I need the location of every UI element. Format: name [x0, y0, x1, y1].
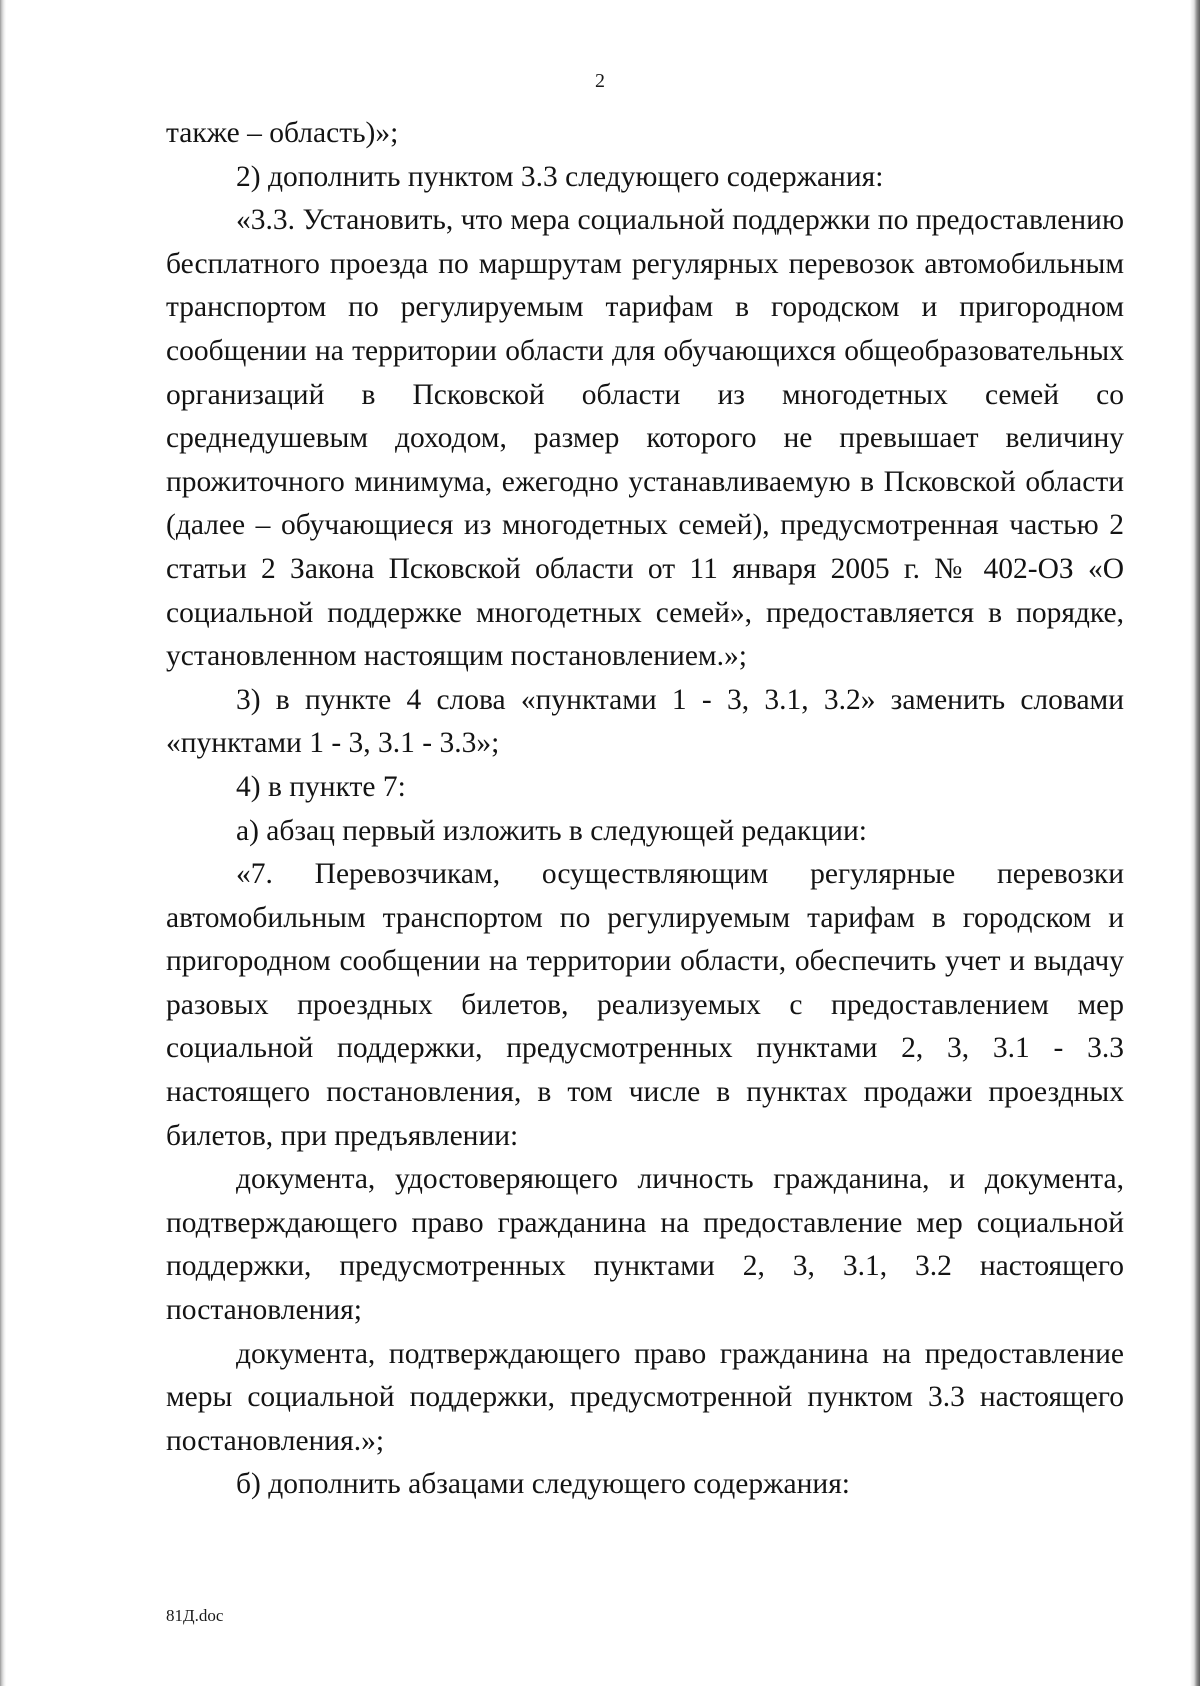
- paragraph-subitem-a: а) абзац первый изложить в следующей редакции:: [236, 814, 867, 847]
- scan-edge-right: [1190, 0, 1200, 1686]
- footer-filename: 81Д.doc: [166, 1606, 224, 1625]
- scan-edge-left: [0, 0, 6, 1686]
- paragraph-document-identity: документа, удостоверяющего личность гражданина, и документа, подтверждающего право гражданина на предоставление мер социальной поддержки, предусмотренных пунктами 2, 3, 3.1, 3.2 настоящего постановления;: [166, 1163, 1124, 1327]
- paragraph-document-right: документа, подтверждающего право гражданина на предоставление меры социальной поддержки, предусмотренной пунктом 3.3 настоящего постановления.»;: [166, 1337, 1124, 1457]
- paragraph-clause-3-3: «3.3. Установить, что мера социальной поддержки по предоставлению бесплатного проезда по маршрутам регулярных перевозок автомобильным транспортом по регулируемым тарифам в городском и пригородном сообщении на территории области для обучающихся общеобразовательных организаций в Псковской области из многодетных семей со среднедушевым доходом, размер которого не превышает величину прожиточного минимума, ежегодно устанавливаемую в Псковской области (далее – обучающиеся из многодетных семей), предусмотренная частью 2 статьи 2 Закона Псковской области от 11 января 2005 г. № 402-ОЗ «О социальной поддержке многодетных семей», предоставляется в порядке, установленном настоящим постановлением.»;: [166, 204, 1124, 673]
- paragraph-item-3: 3) в пункте 4 слова «пунктами 1 - 3, 3.1, 3.2» заменить словами «пунктами 1 - 3, 3.1 - 3.3»;: [166, 683, 1124, 760]
- page-number: 2: [595, 70, 605, 92]
- paragraph-clause-7: «7. Перевозчикам, осуществляющим регулярные перевозки автомобильным транспортом по регулируемым тарифам в городском и пригородном сообщении на территории области, обеспечить учет и выдачу разовых проездных билетов, реализуемых с предоставлением мер социальной поддержки, предусмотренных пунктами 2, 3, 3.1 - 3.3 настоящего постановления, в том числе в пунктах продажи проездных билетов, при предъявлении:: [166, 858, 1124, 1152]
- paragraph-continuation: также – область)»;: [166, 117, 399, 149]
- paragraph-item-4: 4) в пункте 7:: [236, 770, 406, 803]
- document-body: [166, 112, 1124, 1507]
- paragraph-subitem-b: б) дополнить абзацами следующего содержания:: [236, 1468, 850, 1501]
- paragraph-item-2: 2) дополнить пунктом 3.3 следующего содержания:: [236, 160, 884, 193]
